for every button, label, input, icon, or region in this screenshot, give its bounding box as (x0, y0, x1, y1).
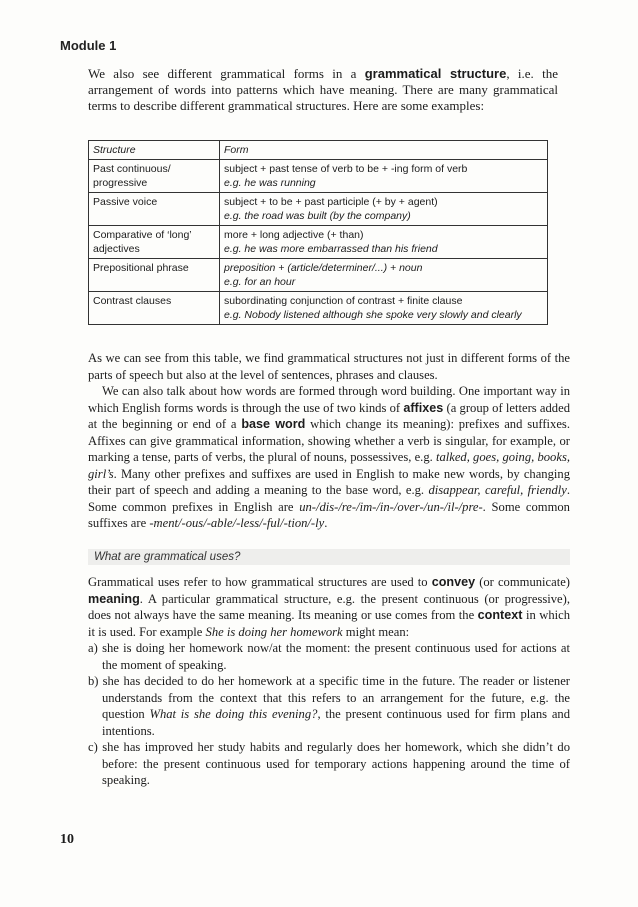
structure-cell: Comparative of ‘long’ adjectives (89, 226, 220, 259)
form-cell: more + long adjective (+ than) e.g. he was more embarrassed than his friend (220, 226, 548, 259)
table-header: Structure (89, 141, 220, 160)
table-row (89, 292, 548, 325)
term-grammatical-structure: grammatical structure (364, 66, 507, 81)
list-item: b) she has decided to do her homework at a specific time in the future. The reader or listener understands from the context that this refers to an arrangement for the future, e.g. the question What is she doing this evening?, the present continuous used for firm plans and intentions. (88, 674, 571, 738)
structure-cell: Contrast clauses (89, 292, 220, 325)
body-text (88, 350, 570, 532)
term-convey: convey (431, 575, 476, 589)
table-header: Form (220, 141, 548, 160)
structure-form-table (88, 140, 548, 325)
structure-cell: Prepositional phrase (89, 259, 220, 292)
term-affixes: affixes (403, 400, 444, 415)
list-item: a) she is doing her homework now/at the moment: the present continuous used for actions at the moment of speaking. (88, 641, 570, 672)
table-row (89, 193, 548, 226)
term-meaning: meaning (88, 591, 140, 606)
list-item: c) she has improved her study habits and regularly does her homework, which she didn’t do before: the present continuous used for temporary actions happening around the time of speaking. (88, 740, 570, 787)
table-header-row (89, 141, 548, 160)
table-row (89, 259, 548, 292)
form-cell: subject + to be + past participle (+ by + agent) e.g. the road was built (by the company) (220, 193, 548, 226)
module-label: Module 1 (60, 38, 117, 53)
section-subheading: What are grammatical uses? (88, 549, 570, 565)
paragraph: We can also talk about how words are formed through word building. One important way in which English forms words is through the use of two kinds of affixes (a group of letters added at the beginning or end of a base word which change its meaning): prefixes and suffixes. Affixes can give grammatical information, showing whether a verb is singular, for example, or marking a tense, parts of verbs, the plural of nouns, possessives, e.g. talked, goes, going, books, girl’s. Many other prefixes and suffixes are used in English to make new words, by changing their part of speech and adding a meaning to the base word, e.g. disappear, careful, friendly. Some common prefixes in English are un-/dis-/re-/im-/in-/over-/un-/il-/pre-. Some common suffixes are -ment/-ous/-able/-less/-ful/-tion/-ly. (88, 384, 571, 530)
intro-paragraph: We also see different grammatical forms in a grammatical structure, i.e. the arrangement of words into patterns which have meaning. There are many grammatical terms to describe different grammatical structures. Here are some examples: (88, 66, 558, 113)
form-cell: preposition + (article/determiner/...) + noun e.g. for an hour (220, 259, 548, 292)
structure-cell: Passive voice (89, 193, 220, 226)
form-cell: subordinating conjunction of contrast + finite clause e.g. Nobody listened although she spoke very slowly and clearly (220, 292, 548, 325)
term-base-word: base word (241, 417, 306, 431)
form-cell: subject + past tense of verb to be + -ing form of verb e.g. he was running (220, 160, 548, 193)
structure-cell: Past continuous/ progressive (89, 160, 220, 193)
page-number: 10 (60, 832, 74, 847)
paragraph: Grammatical uses refer to how grammatical structures are used to convey (or communicate) meaning. A particular grammatical structure, e.g. the present continuous (or progressive), does not always have the same meaning. Its meaning or use comes from the context in which it is used. For example She is doing her homework might mean: (88, 575, 571, 639)
uses-section (88, 574, 570, 789)
paragraph: As we can see from this table, we find grammatical structures not just in different forms of the parts of speech but also at the level of sentences, phrases and clauses. (88, 351, 570, 382)
term-context: context (477, 608, 523, 622)
table-row (89, 160, 548, 193)
table-row (89, 226, 548, 259)
